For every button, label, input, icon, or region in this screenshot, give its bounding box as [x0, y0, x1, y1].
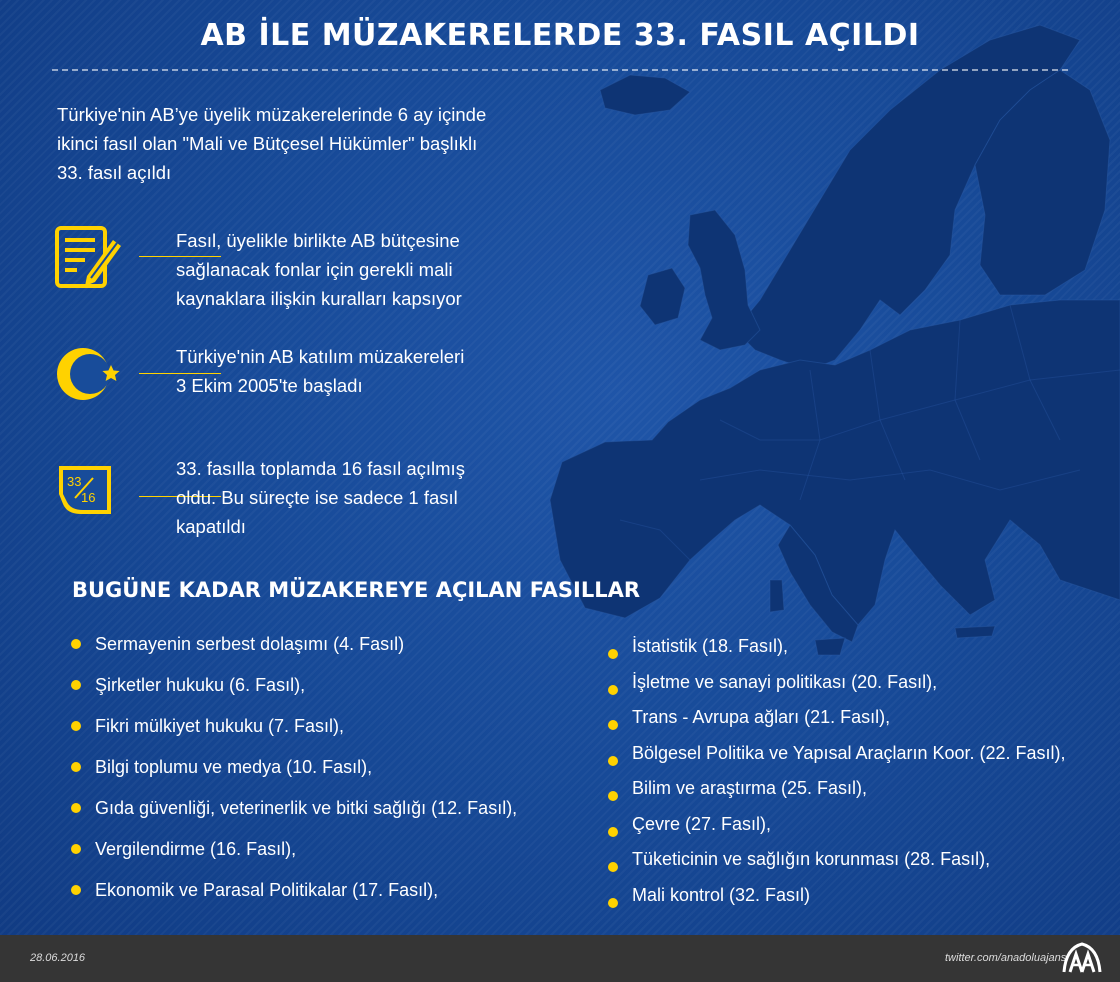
bullet-icon	[71, 844, 81, 854]
fact-chapters-count	[55, 454, 485, 544]
anadolu-agency-logo-icon	[1062, 940, 1102, 976]
bullet-icon	[71, 762, 81, 772]
list-item-label: Bölgesel Politika ve Yapısal Araçların Koor. (22. Fasıl),	[632, 742, 1066, 763]
list-item	[71, 628, 517, 669]
chapters-section-title: BUGÜNE KADAR MÜZAKEREYE AÇILAN FASILLAR	[72, 578, 641, 602]
document-pencil-icon	[55, 226, 125, 296]
bullet-icon	[71, 885, 81, 895]
list-item	[608, 666, 1066, 702]
bullet-icon	[71, 680, 81, 690]
intro-text: Türkiye'nin AB’ye üyelik müzakerelerinde 6 ay içinde ikinci fasıl olan "Mali ve Bütçesel Hükümler" başlıklı 33. fasıl açıldı	[57, 104, 487, 183]
bullet-icon	[608, 827, 618, 837]
list-item-label: İşletme ve sanayi politikası (20. Fasıl),	[632, 671, 938, 692]
list-item-label: Sermayenin serbest dolaşımı (4. Fasıl)	[95, 634, 405, 654]
list-item-label: Çevre (27. Fasıl),	[632, 813, 772, 834]
crescent-star-icon	[55, 342, 125, 412]
bullet-icon	[71, 721, 81, 731]
britain-shape	[688, 210, 760, 350]
list-item	[608, 879, 1066, 915]
bullet-icon	[608, 898, 618, 908]
icon-numerator: 33	[67, 474, 82, 489]
list-item	[71, 669, 517, 710]
bullet-icon	[608, 756, 618, 766]
title-divider	[52, 69, 1068, 71]
bullet-icon	[608, 685, 618, 695]
list-item	[71, 792, 517, 833]
list-item	[71, 710, 517, 751]
fraction-document-icon	[55, 454, 125, 524]
icon-denominator: 16	[81, 490, 96, 505]
list-item	[71, 874, 517, 915]
list-item	[608, 772, 1066, 808]
fact-text: 33. fasılla toplamda 16 fasıl açılmış oldu. Bu süreçte ise sadece 1 fasıl kapatıldı	[176, 458, 465, 537]
footer-bar	[0, 935, 1120, 982]
list-item-label: Gıda güvenliği, veterinerlik ve bitki sağlığı (12. Fasıl),	[95, 798, 518, 818]
list-item-label: Mali kontrol (32. Fasıl)	[632, 884, 811, 905]
chapters-list-left	[71, 628, 517, 915]
list-item	[608, 701, 1066, 737]
list-item	[608, 843, 1066, 879]
list-item	[608, 630, 1066, 666]
bullet-icon	[71, 803, 81, 813]
list-item-label: Tüketicinin ve sağlığın korunması (28. Fasıl),	[632, 849, 991, 869]
list-item-label: Trans - Avrupa ağları (21. Fasıl),	[632, 707, 891, 727]
list-item-label: İstatistik (18. Fasıl),	[632, 636, 789, 656]
bullet-icon	[608, 791, 618, 801]
bullet-icon	[71, 639, 81, 649]
list-item	[71, 833, 517, 874]
list-item-label: Bilim ve araştırma (25. Fasıl),	[632, 778, 868, 798]
fact-negotiation-start	[55, 342, 485, 432]
bullet-icon	[608, 720, 618, 730]
list-item-label: Ekonomik ve Parasal Politikalar (17. Fasıl),	[95, 880, 439, 900]
fact-text: Türkiye'nin AB katılım müzakereleri 3 Ekim 2005'te başladı	[176, 346, 465, 396]
list-item	[608, 808, 1066, 844]
fact-budget-rules	[55, 226, 485, 316]
publication-date: 28.06.2016	[30, 952, 86, 964]
bullet-icon	[608, 649, 618, 659]
list-item-label: Şirketler hukuku (6. Fasıl),	[95, 675, 306, 695]
list-item	[608, 737, 1066, 773]
list-item-label: Fikri mülkiyet hukuku (7. Fasıl),	[95, 716, 345, 736]
bullet-icon	[608, 862, 618, 872]
page-title: AB İLE MÜZAKERELERDE 33. FASIL AÇILDI	[200, 18, 920, 53]
iceland-shape	[600, 75, 690, 115]
chapters-list-right	[608, 630, 1066, 914]
list-item-label: Bilgi toplumu ve medya (10. Fasıl),	[95, 757, 373, 777]
list-item	[71, 751, 517, 792]
twitter-handle-link[interactable]: twitter.com/anadoluajansi	[945, 952, 1069, 964]
fact-text: Fasıl, üyelikle birlikte AB bütçesine sağlanacak fonlar için gerekli mali kaynaklara ilişkin kuralları kapsıyor	[176, 230, 462, 309]
sardinia-shape	[770, 580, 784, 612]
list-item-label: Vergilendirme (16. Fasıl),	[95, 839, 297, 859]
ireland-shape	[640, 268, 685, 325]
